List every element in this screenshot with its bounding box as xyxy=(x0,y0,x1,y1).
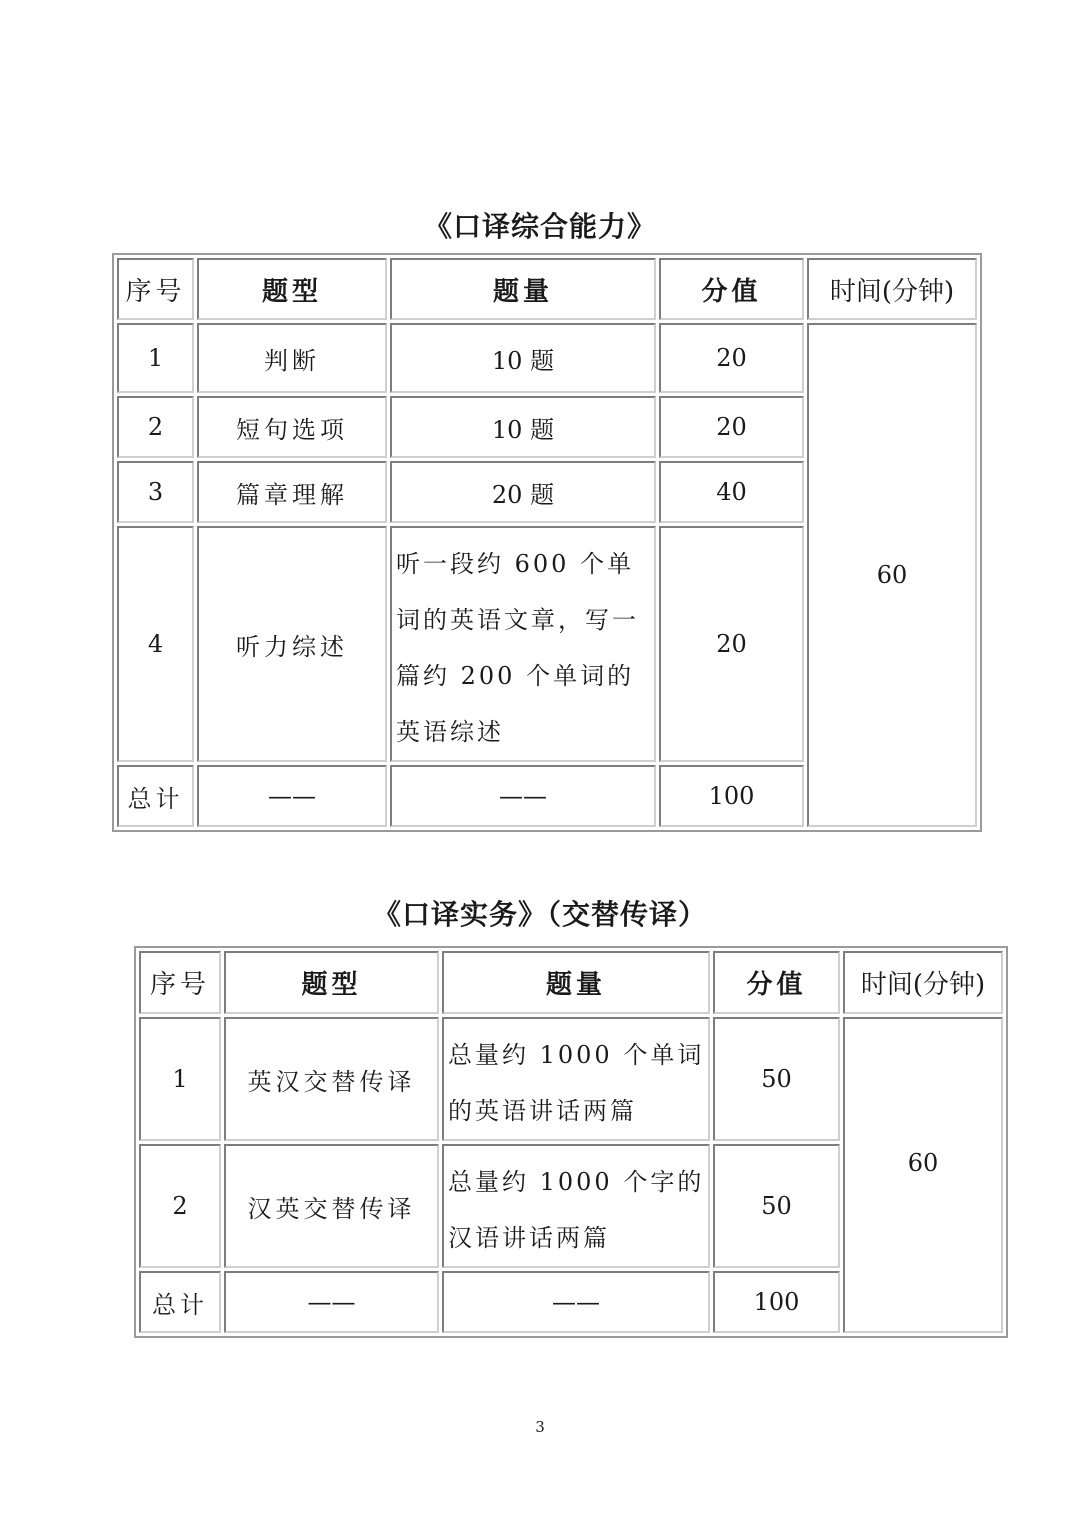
total-score: 100 xyxy=(713,1271,840,1333)
table1-title: 《口译综合能力》 xyxy=(423,210,656,243)
time-cell: 60 xyxy=(807,323,977,827)
total-label: 总计 xyxy=(117,765,194,827)
row-score: 50 xyxy=(713,1144,840,1268)
row-no: 1 xyxy=(117,323,194,393)
page-number: 3 xyxy=(535,1418,545,1436)
row-quantity: 总量约 1000 个单词的英语讲话两篇 xyxy=(442,1017,710,1141)
row-quantity: 10 题 xyxy=(390,396,656,458)
header-quantity: 题量 xyxy=(442,951,710,1014)
table-header-row xyxy=(139,951,1003,1014)
total-quantity: —— xyxy=(390,765,656,827)
row-no: 1 xyxy=(139,1017,221,1141)
row-type: 短句选项 xyxy=(197,396,387,458)
total-quantity: —— xyxy=(442,1271,710,1333)
table2-title: 《口译实务》（交替传译） xyxy=(372,898,707,931)
row-no: 2 xyxy=(139,1144,221,1268)
row-no: 3 xyxy=(117,461,194,523)
row-no: 4 xyxy=(117,526,194,762)
table-row xyxy=(117,323,977,393)
time-cell: 60 xyxy=(843,1017,1003,1333)
row-score: 40 xyxy=(659,461,804,523)
header-score: 分值 xyxy=(713,951,840,1014)
header-time: 时间(分钟) xyxy=(807,258,977,320)
exam-table-comprehensive xyxy=(112,253,982,832)
row-quantity: 总量约 1000 个字的汉语讲话两篇 xyxy=(442,1144,710,1268)
header-type: 题型 xyxy=(224,951,439,1014)
exam-table-consecutive xyxy=(134,946,1008,1338)
header-time: 时间(分钟) xyxy=(843,951,1003,1014)
row-type: 篇章理解 xyxy=(197,461,387,523)
row-quantity: 20 题 xyxy=(390,461,656,523)
total-score: 100 xyxy=(659,765,804,827)
row-quantity: 10 题 xyxy=(390,323,656,393)
row-score: 50 xyxy=(713,1017,840,1141)
row-no: 2 xyxy=(117,396,194,458)
total-type: —— xyxy=(224,1271,439,1333)
row-type: 英汉交替传译 xyxy=(224,1017,439,1141)
header-type: 题型 xyxy=(197,258,387,320)
table-row xyxy=(139,1017,1003,1141)
row-type: 听力综述 xyxy=(197,526,387,762)
total-label: 总计 xyxy=(139,1271,221,1333)
row-score: 20 xyxy=(659,396,804,458)
table-header-row xyxy=(117,258,977,320)
row-score: 20 xyxy=(659,526,804,762)
row-score: 20 xyxy=(659,323,804,393)
row-quantity: 听一段约 600 个单词的英语文章，写一篇约 200 个单词的英语综述 xyxy=(390,526,656,762)
header-no: 序号 xyxy=(139,951,221,1014)
row-type: 汉英交替传译 xyxy=(224,1144,439,1268)
header-quantity: 题量 xyxy=(390,258,656,320)
total-type: —— xyxy=(197,765,387,827)
row-type: 判断 xyxy=(197,323,387,393)
header-score: 分值 xyxy=(659,258,804,320)
header-no: 序号 xyxy=(117,258,194,320)
